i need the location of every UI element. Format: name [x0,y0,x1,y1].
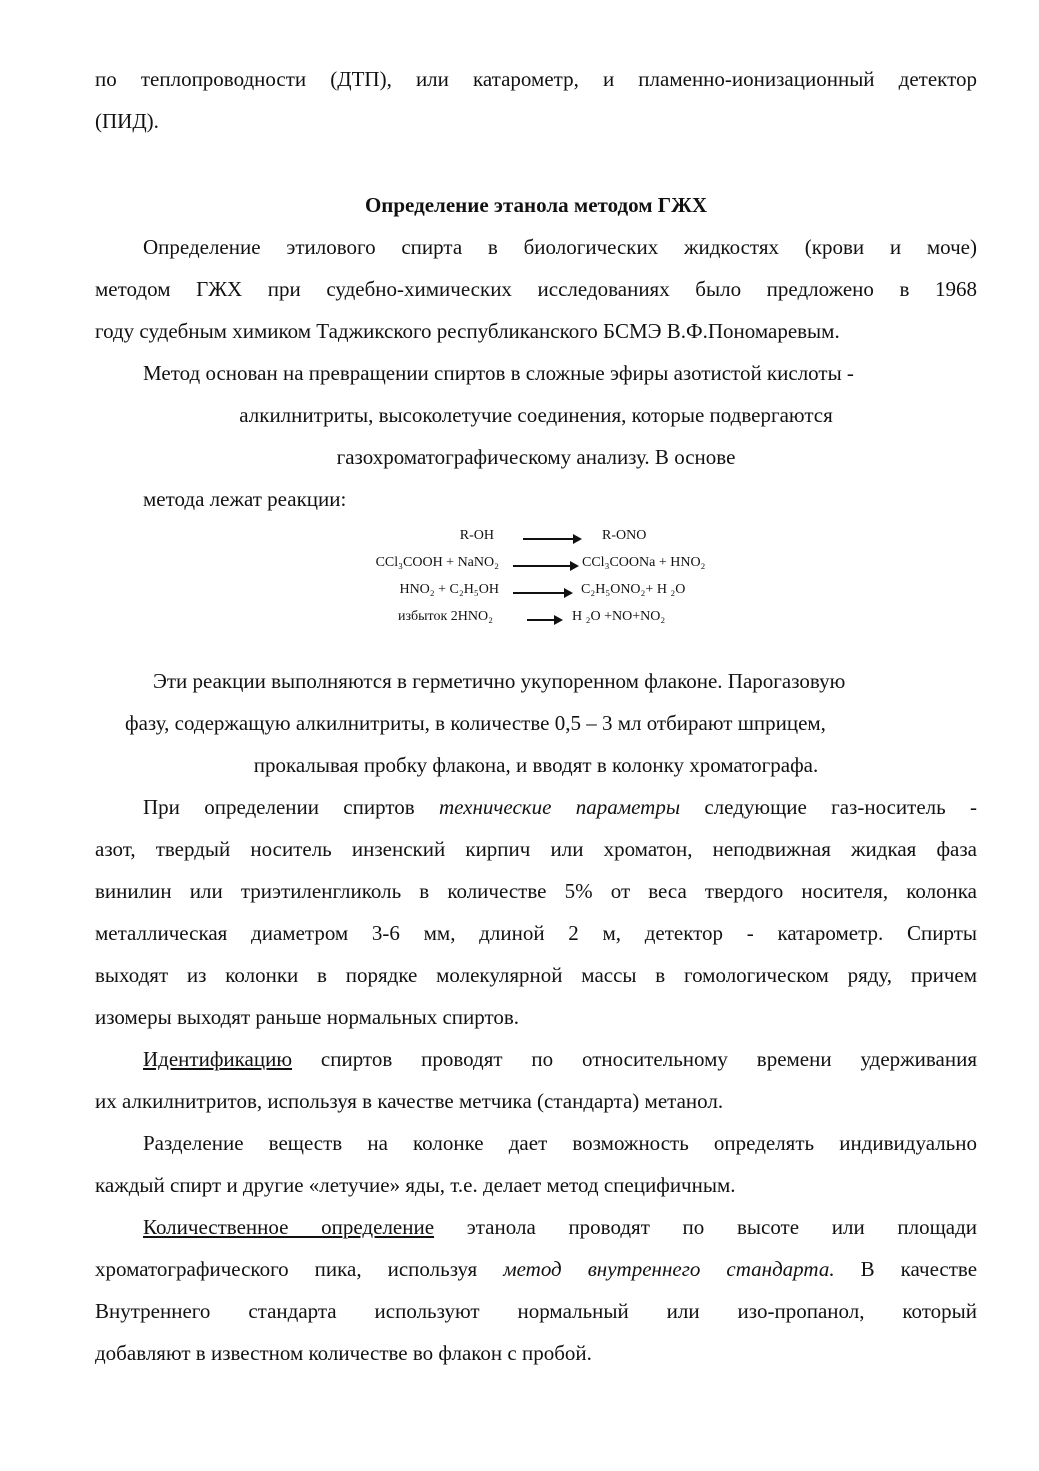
underlined-term: Количественное определение [143,1215,435,1239]
paragraph-identification [95,1038,977,1122]
reactants: R-OH [459,528,494,543]
paragraph-history [95,226,977,352]
text-line: Внутреннего стандарта используют нормальный или изо-пропанол, который [95,1299,977,1323]
paragraph-technical-parameters [95,786,977,1038]
text-line: методом ГЖХ при судебно-химических исследованиях было предложено в 1968 [95,277,977,301]
text-line: винилин или триэтиленгликоль в количестве 5% от веса твердого носителя, колонка [95,879,977,903]
products: R-ONO [602,528,647,543]
paragraph-method [95,352,977,520]
arrow-icon [523,538,580,540]
text-line [95,786,977,828]
reaction-row [95,555,977,582]
italic-term: метод внутреннего стандарта. [503,1257,835,1281]
arrow-icon [513,592,571,594]
text-line: (ПИД). [95,109,159,133]
reaction-equations [95,528,977,648]
text-line [95,1038,977,1080]
paragraph-separation [95,1122,977,1206]
reaction-row [95,528,977,555]
arrow-icon [527,619,561,621]
reactants: CCl₃COOH + NaNO₂ [375,555,499,570]
text-fragment: В качестве [834,1257,978,1281]
document-page [95,58,977,1374]
text-line [95,1206,977,1248]
text-line: по теплопроводности (ДТП), или катарометр, и пламенно-ионизационный детектор [95,67,977,91]
products: CCl₃COONa + HNO₂ [582,555,706,570]
text-line: метода лежат реакции: [143,487,347,511]
text-fragment: хроматографического пика, используя [95,1257,504,1281]
arrow-icon [513,565,577,567]
reaction-row [95,582,977,609]
text-line: азот, твердый носитель инзенский кирпич или хроматон, неподвижная жидкая фаза [95,837,977,861]
text-fragment: следующие газ-носитель - [680,795,977,819]
reaction-row [95,609,977,636]
reactants: HNO₂ + C₂H₅OH [399,582,499,597]
text-line: Метод основан на превращении спиртов в сложные эфиры азотистой кислоты - [143,361,854,385]
italic-term: технические параметры [438,795,681,819]
text-fragment: При определении спиртов [143,795,439,819]
text-line: изомеры выходят раньше нормальных спиртов. [95,1005,520,1029]
text-line: году судебным химиком Таджикского республиканского БСМЭ В.Ф.Пономаревым. [95,319,840,343]
section-heading: Определение этанола методом ГЖХ [364,193,708,217]
text-line: их алкилнитритов, используя в качестве метчика (стандарта) метанол. [95,1089,724,1113]
paragraph-quantitative [95,1206,977,1374]
text-line: фазу, содержащую алкилнитриты, в количестве 0,5 – 3 мл отбирают шприцем, [125,711,826,735]
underlined-term: Идентификацию [143,1047,293,1071]
text-line [95,1248,977,1290]
products: C₂H₅ONO₂+ H ₂O [581,582,686,597]
text-line: металлическая диаметром 3-6 мм, длиной 2 м, детектор - катарометр. Спирты [95,921,977,945]
reactants: избыток 2HNO₂ [398,609,493,624]
paragraph-detectors [95,58,977,142]
text-line: каждый спирт и другие «летучие» яды, т.е. делает метод специфичным. [95,1173,736,1197]
text-line: добавляют в известном количестве во флакон с пробой. [95,1341,592,1365]
text-fragment: спиртов проводят по относительному времени удерживания [292,1047,977,1071]
products: H ₂O +NO+NO₂ [572,609,666,624]
text-line: Эти реакции выполняются в герметично укупоренном флаконе. Парогазовую [153,669,846,693]
text-line: выходят из колонки в порядке молекулярной массы в гомологическом ряду, причем [95,963,977,987]
text-line: Определение этилового спирта в биологических жидкостях (крови и моче) [143,235,977,259]
text-line: Разделение веществ на колонке дает возможность определять индивидуально [143,1131,977,1155]
text-line: прокалывая пробку флакона, и вводят в колонку хроматографа. [253,753,819,777]
text-line: газохроматографическому анализу. В основе [336,445,736,469]
text-line: алкилнитриты, высоколетучие соединения, которые подвергаются [239,403,833,427]
paragraph-reactions-procedure [95,660,977,786]
text-fragment: этанола проводят по высоте или площади [434,1215,977,1239]
